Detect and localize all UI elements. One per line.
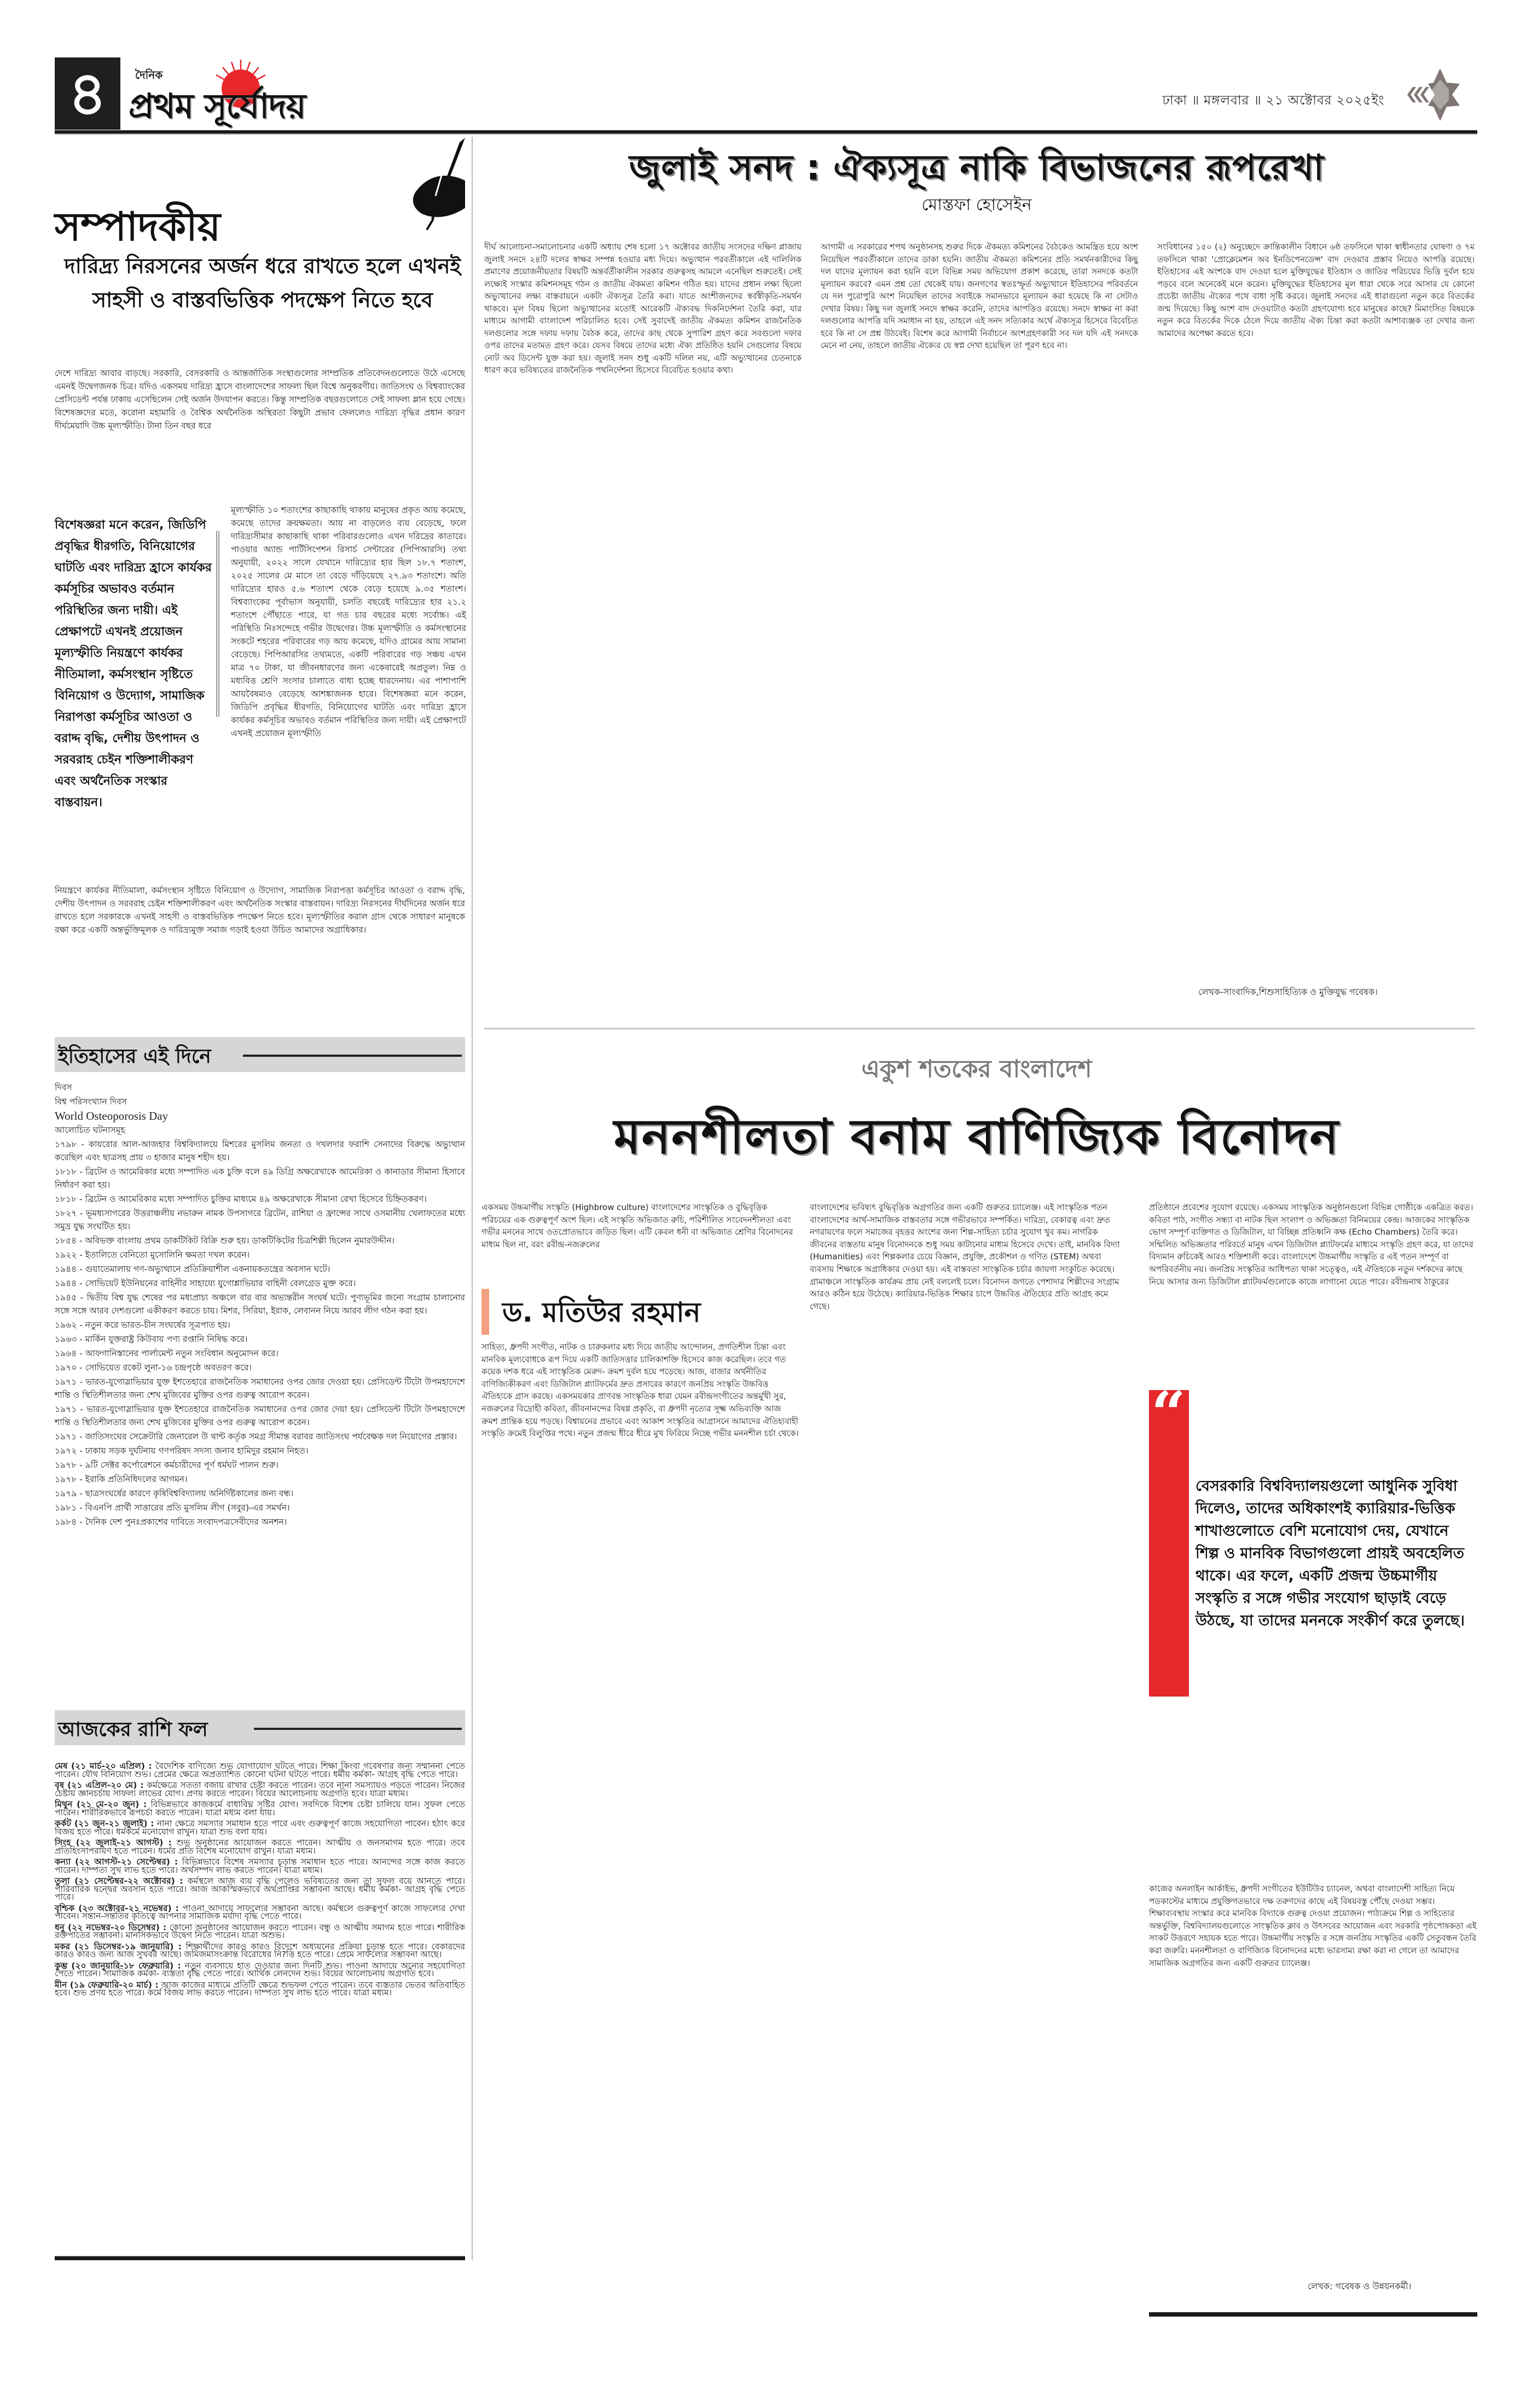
history-event: ১৯৪৪ - সোভিয়েট ইউনিয়নের বাহিনীর সাহায্যে যুগোশ্লাভিয়ার বাহিনী বেলগ্রেড মুক্ত করে।	[55, 1278, 356, 1288]
masthead-rule	[55, 130, 1477, 135]
zodiac-sign-text: কর্মস্থলে আজ ব্যয় বৃদ্ধি পেলেও ভবিষ্যতের জন্য তা সুফল বয়ে আনতে পারে। পারিবারিক দ্বন্দ্বের অবসান হতে পারে। আজ আকস্মিকভাবে অর্থপ্রাপ্তির সম্ভাবনা আছে। ধর্মীয় কর্মকা- আগ্রহ বৃদ্ধি পেতে পারে।	[55, 1876, 465, 1902]
horoscope-section-header	[55, 1710, 465, 1745]
article2-column: কাজের অনলাইন আর্কাইভ, ধ্রুপদী সংগীতের ইউটিউব চ্যানেল, অথবা বাংলাদেশী সাহিত্য নিয়ে পডকাস্টের মাধ্যমে প্রযুক্তিগতভাবে দক্ষ তরুণদের কাছে এই বিষয়বস্তু পৌঁছে দেওয়া সম্ভব। শিক্ষাব্যবস্থায় সংস্কার করে মানবিক বিদ্যাকে গুরুত্ব দেওয়া প্রয়োজন। পাঠ্যক্রমে শিল্প ও সাহিত্যের অন্তর্ভুক্তি, বিশ্ববিদ্যালয়গুলোতে সাংস্কৃতিক ক্লাব ও উৎসবের আয়োজন এবং সরকারি পৃষ্ঠপোষকতা এই সংকট উত্তরণে সহায়ক হতে পারে। উচ্চমার্গীয় সংস্কৃতি র সঙ্গে জনপ্রিয় সংস্কৃতির একটি সেতুবন্ধন তৈরি করা জরুরি। মননশীলতা ও বাণিজ্যিক বিনোদনের মধ্যে ভারসাম্য রক্ষা করা না গেলে তা আমাদের সামাজিক অগ্রগতির জন্য একটি গুরুতর চ্যালেঞ্জ।	[1149, 1884, 1477, 1968]
history-event: ১৮১৮ - ব্রিটেন ও আমেরিকার মধ্যে সম্পাদিত এক চুক্তি বলে ৪৯ ডিগ্রি অক্ষরেখাকে আমেরিকা ও কানাডার সীমানা হিসাবে নির্ধারণ করা হয়।	[55, 1167, 465, 1190]
left-column-end-rule	[55, 2256, 465, 2260]
zodiac-sign-name: কুম্ভ (২০ জানুয়ারি-১৮ ফেব্রুয়ারি) :	[55, 1960, 181, 1971]
history-event: ১৯৭১ - ভারত-যুগোস্লাভিয়ার যুক্ত ইশতেহারে রাজনৈতিক সমাধানের ওপর জোর দেওয়া হয়। প্রেসিডেন্ট টিটো উপমহাদেশে শান্তি ও স্থিতিশীলতার জন্য শেখ মুজিবের মুক্তির ওপর গুরুত্ব আরোপ করেন।	[55, 1377, 465, 1400]
article2-intro: একসময় উচ্চমার্গীয় সংস্কৃতি (Highbrow culture) বাংলাদেশের সাংস্কৃতিক ও বুদ্ধিবৃত্তিক পরিচয়ের এক গুরুত্বপূর্ণ অংশ ছিল। এই সংস্কৃতি অভিজাত রুচি, পরিশীলিত সংবেদনশীলতা এবং গভীর মননের সাথে ওতপ্রোতভাবে জড়িত ছিল। এটি কেবল ধনী বা অভিজাত শ্রেণির বিনোদনের মাধ্যম ছিল না, বরং রবীন্দ্র-নজরুলের	[481, 1202, 793, 1249]
editorial-paragraph: নিয়ন্ত্রণে কার্যকর নীতিমালা, কর্মসংস্থান সৃষ্টিতে বিনিয়োগ ও উদ্যোগ, সামাজিক নিরাপত্তা কর্মসূচির আওতা ও বরাদ্দ বৃদ্ধি, দেশীয় উৎপাদন ও সরবরাহ চেইন শক্তিশালীকরণ এবং অর্থনৈতিক সংস্কার বাস্তবায়ন। দারিদ্র্য নিরসনের দীর্ঘদিনের অর্জন ধরে রাখতে হলে সরকারকে এখনই সাহসী ও বাস্তবভিত্তিক পদক্ষেপ নিতে হবে। মূল্যস্ফীতির করাল গ্রাস থেকে সাধারণ মানুষকে রক্ষা করে একটি অন্তর্ভুক্তিমূলক ও দারিদ্র্যমুক্ত সমাজ গড়াই হওয়া উচিত আমাদের অগ্রাধিকার।	[55, 885, 465, 935]
history-list	[55, 1081, 465, 1530]
history-event: ১৮১৮ - ব্রিটেন ও আমেরিকার মধ্যে সম্পাদিত চুক্তির মাধ্যমে ৪৯ অক্ষরেখাকে সীমানা রেখা হিসেবে চিহ্নিতকরণ।	[55, 1194, 427, 1204]
article-end-rule	[1149, 2312, 1477, 2317]
zodiac-sign-name: মিথুন (২১ মে-২০ জুন) :	[55, 1799, 147, 1809]
zodiac-sign-name: মকর (২১ ডিসেম্বর-১৯ জানুয়ারি) :	[55, 1941, 182, 1952]
horoscope-entry	[55, 1905, 465, 1920]
history-event: ১৯৭১ - ভারত-যুগোস্লাভিয়ার যুক্ত ইশতেহারে রাজনৈতিক সমাধানের ওপর জোর দেয়া হয়। প্রেসিডেন্ট টিটো উপমহাদেশে শান্তি ও স্থিতিশীলতার জন্য শেখ মুজিবের মুক্তির ওপর গুরুত্ব আরোপ করেন।	[55, 1404, 465, 1427]
quote-mark-icon: “	[1151, 1378, 1186, 1449]
editorial-headline: দারিদ্র্য নিরসনের অর্জন ধরে রাখতে হলে এখনই সাহসী ও বাস্তবভিত্তিক পদক্ষেপ নিতে হবে	[64, 254, 461, 312]
history-event: ১৭৯৮ - কায়রোর আল-আজহার বিশ্ববিদ্যালয়ে মিশরের মুসলিম জনতা ও দখলদার ফরাশি সেনাদের বিরুদ্ধে অভ্যুত্থান করেছিল এবং ছাত্রসহ প্রায় ৩ হাজার মানুষ শহীদ হয়।	[55, 1139, 465, 1162]
history-title: ইতিহাসের এই দিনে	[58, 1045, 211, 1068]
history-event: ১৯৪৪ - গুয়াতেমালায় গণ-অভ্যুত্থানে প্রতিক্রিয়াশীল একনায়কতন্ত্রের অবসান ঘটে।	[55, 1264, 330, 1274]
brand-name: প্রথম সূর্যোদয়	[129, 86, 306, 126]
article-separator	[484, 1028, 1475, 1029]
horoscope-entry	[55, 1943, 465, 1959]
history-event: ১৯৬৪ - আফগানিস্তানের পার্লামেন্ট নতুন সংবিধান অনুমোদন করে।	[55, 1348, 278, 1358]
zodiac-sign-text: পাওনা আদায়ে সাফল্যের সম্ভাবনা আছে। কর্মস্থলে গুরুত্বপূর্ণ কাজে সাফল্যের দেখা পাবেন। সন্তান-সন্ততির কৃতিত্বে আপনার সামাজিক মর্যাদা বৃদ্ধি পেতে পারে।	[55, 1903, 465, 1921]
horoscope-entry	[55, 1877, 465, 1901]
article2-column: বাংলাদেশের ভবিষ্যৎ বুদ্ধিবৃত্তিক অগ্রগতির জন্য একটি গুরুতর চ্যালেঞ্জ। এই সাংস্কৃতিক পতন বাংলাদেশের আর্থ-সামাজিক বাস্তবতার সঙ্গে গভীরভাবে সম্পর্কিত। দারিদ্র্য, বেকারত্ব এবং দ্রুত নগরায়ণের ফলে সমাজের বৃহত্তর অংশের জন্য শিল্প-সাহিত্য চর্চার সুযোগ খুব কম। নাগরিক জীবনের ব্যস্ততায় মানুষ বিনোদনকে শুধু সময় কাটানোর মাধ্যম হিসেবে দেখে। তাই, মানবিক বিদ্যা (Humanities) এবং শিল্পকলার চেয়ে বিজ্ঞান, প্রযুক্তি, প্রকৌশল ও গণিত (STEM) অথবা ব্যবসায় শিক্ষাকে অগ্রাধিকার দেওয়া হয়। এই বাস্তবতা সাংস্কৃতিক চর্চার জায়গা সংকুচিত করেছে। গ্রামাঞ্চলে সাংস্কৃতিক কার্যক্রম প্রায় নেই বললেই চলে। বিনোদন জগতে পেশাদার শিল্পীদের সংগ্রাম আরও কঠিন হয়ে উঠেছে। ক্যারিয়ার-ভিত্তিক শিক্ষার চাপে উচ্চবিত্ত ঐতিহ্যের প্রতি আগ্রহ কমে গেছে।	[810, 1202, 1120, 1311]
article1-author-note: লেখক-সাংবাদিক,শিশুসাহিত্যিক ও মুক্তিযুদ্ধ গবেষক।	[1198, 987, 1378, 997]
article1-column: সংবিধানের ১৫০ (২) অনুচ্ছেদে ক্রান্তিকালীন বিধানে ৬ষ্ঠ তফসিলে থাকা স্বাধীনতার ঘোষণা ও ৭ম তফসিলে থাকা 'প্রোক্লেমেশন অব ইনডিপেনডেন্স' বাদ দেওয়ার প্রস্তাব নিয়েও আপত্তি রয়েছে। ইতিহাসের এই অংশকে বাদ দেওয়া হলে মুক্তিযুদ্ধের ইতিহাস ও জাতির পরিচয়ের ভিত্তি দুর্বল হয়ে পড়বে বলে অনেকেই মনে করেন। মুক্তিযুদ্ধের ইতিহাসের মূল ধারা থেকে সরে আসার যে কোনো প্রচেষ্টা জাতীয় ঐক্যের পথে বাধা সৃষ্টি করবে। জুলাই সনদের এই ধারাগুলো নতুন করে বিতর্কের জন্ম দিয়েছে। কিছু অংশ বাদ দেওয়াটাও কতটা গ্রহণযোগ্য হবে মানুষের কাছে? মিমাংসিত বিষয়কে নতুন করে বিতর্কের দিকে ঠেলে দিয়ে জাতীয় ঐক্য চিন্তা করা কতটা আশাব্যঞ্জক তা দেখার জন্য আমাদের অপেক্ষা করতে হবে।	[1157, 242, 1475, 338]
article2-kicker: একুশ শতকের বাংলাদেশ	[861, 1055, 1092, 1083]
zodiac-sign-text: নানা ক্ষেত্রে সমস্যার সমাধান হতে পারে এবং গুরুত্বপূর্ণ কাজে সহযোগিতা পাবেন। হঠাৎ করে বিজয় হতে পারে। ধর্মকর্মে মনোযোগ রাখুন। যাত্রা শুভ বলা যায়।	[55, 1819, 465, 1837]
editorial-paragraph: দেশে দারিদ্র্য আবার বাড়ছে। সরকারি, বেসরকারি ও আন্তর্জাতিক সংস্থাগুলোর সাম্প্রতিক প্রতিবেদনগুলোতে উঠে এসেছে এমনই উদ্বেগজনক চিত্র। যদিও একসময় দারিদ্র্য হ্রাসে বাংলাদেশের সাফল্য ছিল বিশ্বে অনুকরণীয়। জাতিসংঘ ও বিশ্বব্যাংকের প্রেসিডেন্ট পর্যন্ত ঢাকায় এসেছিলেন সেই অর্জন উদযাপন করতে। কিন্তু সাম্প্রতিক বছরগুলোতে সেই সাফল্য ম্লান হয়ে গেছে। বিশেষজ্ঞদের মতে, করোনা মহামারি ও বৈশ্বিক অর্থনৈতিক অস্থিরতা কিছুটা প্রভাব ফেললেও দারিদ্র্য বৃদ্ধির প্রধান কারণ দীর্ঘমেয়াদি উচ্চ মূল্যস্ফীতি। টানা তিন বছর ধরে	[55, 368, 465, 431]
article1-title[interactable]: জুলাই সনদ : ঐক্যসূত্র নাকি বিভাজনের রূপরেখা	[629, 148, 1325, 188]
article2-pullquote-box	[1149, 1378, 1477, 1718]
article2-pullquote: বেসরকারি বিশ্ববিদ্যালয়গুলো আধুনিক সুবিধা দিলেও, তাদের অধিকাংশই ক্যারিয়ার-ভিত্তিক শাখাগুলোতে বেশি মনোযোগ দেয়, যেখানে শিল্প ও মানবিক বিভাগগুলো প্রায়ই অবহেলিত থাকে। এর ফলে, একটি প্রজন্ম উচ্চমার্গীয় সংস্কৃতি র সঙ্গে গভীর সংযোগ ছাড়াই বেড়ে উঠছে, যা তাদের মননকে সংকীর্ণ করে তুলছে।	[1196, 1478, 1465, 1629]
zodiac-sign-text: বিভিন্নভাবে বিশেষ সমস্যার চূড়ান্ত সমাধান হতে পারে। আনন্দের সঙ্গে কাজ করতে পারেন। দাম্পত্য সুখ লাভ হতে পারে। অর্থসম্পদ লাভ করতে পারেন। যাত্রা মধ্যম।	[55, 1857, 465, 1875]
history-event: ১৯৭২ - ঢাকায় সড়ক দুর্ঘটনায় গণপরিষদ সদস্য জনাব হামিদুর রহমান নিহত।	[55, 1446, 309, 1456]
article1-column: আগামী এ সরকারের শপথ অনুষ্ঠানসহ শুরুর দিকে ঐকমত্য কমিশনের বৈঠকেও আমন্ত্রিত হয়ে অংশ নিয়েছিল পরবর্তীকালে তাদের ডাকা হয়নি। জাতীয় ঐকমত্য কমিশনের প্রতি সমর্থনকারীদের কিছু দল যাদের মূল্যায়ন করা হয়নি বলে বিভিন্ন সময় অভিযোগ প্রকাশ করেছে, তারা সনদকে কতটা মূল্যায়ন করবে? এমন প্রশ্ন তো থেকেই যায়। জনগণের স্বতঃস্ফূর্ত অভ্যুত্থানে ইতিহাসের পরিবর্তনে যে দল পুরোপুরি অংশ নিয়েছিল তাদের সবাইকে সমানভাবে মূল্যায়ন করা হয়েছে কি না সেটাও দেখার বিষয়। কিছু দল জুলাই সনদে স্বাক্ষর করেনি, তাদের আপত্তিও রয়েছে। সনদে স্বাক্ষর না করা দলগুলোর আপত্তি যদি সমাধান না হয়, তাহলে এই সনদ সত্যিকার অর্থে ঐক্যসূত্র হিসেবে বিবেচিত হবে কি না সে প্রশ্ন উঠবেই। বিশেষ করে আগামী নির্বাচনে অংশগ্রহণকারী সব দল যদি এই সনদকে মেনে না নেয়, তাহলে জাতীয় ঐক্যের যে স্বপ্ন দেখা হয়েছিল তা পূরণ হবে না।	[821, 242, 1138, 350]
masthead	[55, 57, 1477, 131]
horoscope-entry	[55, 1924, 465, 1940]
horoscope-entry	[55, 1762, 465, 1778]
article2-author-note: লেখক: গবেষক ও উন্নয়নকর্মী।	[1308, 2281, 1412, 2291]
history-event: ১৯৬২ - নতুন করে ভারত-চীন সংঘর্ষের সূত্রপাত হয়।	[55, 1320, 230, 1330]
article2-title[interactable]: মননশীলতা বনাম বাণিজ্যিক বিনোদন	[613, 1108, 1340, 1165]
day-item: বিশ্ব পরিসংখ্যান দিবস	[55, 1097, 127, 1107]
zodiac-sign-name: মীন (১৯ ফেব্রুয়ারি-২০ মার্চ) :	[55, 1979, 159, 1990]
editorial-pullquote: বিশেষজ্ঞরা মনে করেন, জিডিপি প্রবৃদ্ধির ধীরগতি, বিনিয়োগের ঘাটতি এবং দারিদ্র্য হ্রাসে কার্যকর কর্মসূচির অভাবও বর্তমান পরিস্থিতির জন্য দায়ী। এই প্রেক্ষাপটে এখনই প্রয়োজন মূল্যস্ফীতি নিয়ন্ত্রণে কার্যকর নীতিমালা, কর্মসংস্থান সৃষ্টিতে বিনিয়োগ ও উদ্যোগ, সামাজিক নিরাপত্তা কর্মসূচির আওতা ও বরাদ্দ বৃদ্ধি, দেশীয় উৎপাদন ও সরবরাহ চেইন শক্তিশালীকরণ এবং অর্থনৈতিক সংস্কার বাস্তবায়ন।	[55, 518, 212, 809]
zodiac-sign-name: ধনু (২২ নভেম্বর-২০ ডিসেম্বর) :	[55, 1922, 167, 1932]
zodiac-sign-text: কর্মক্ষেত্রে সততা বজায় রাখার চেষ্টা করতে পারেন। তবে নানা সমস্যায়ও পড়তে পারেন। নিজের চেষ্টায় জ্ঞানচর্চায় সাফল্য লাভের যোগ। প্রণয় করতে পারেন। বিয়ের আলোচনায় অগ্রগতি হবে। যাত্রা মধ্যম।	[55, 1780, 465, 1798]
horoscope-entry	[55, 1962, 465, 1978]
brand-prefix: দৈনিক	[135, 68, 163, 82]
history-event: ১৯৭৮ - ৯টি সেক্টর কর্পোরেশনে কর্মচারীদের পূর্ণ ধর্মঘট পালন শুরু।	[55, 1460, 278, 1470]
zodiac-sign-name: সিংহ (২২ জুলাই-২১ আগস্ট) :	[55, 1838, 172, 1848]
days-label: দিবস	[55, 1083, 72, 1092]
history-event: ১৯৬৩ - মার্কিন যুক্তরাষ্ট্র কিউবায় পণ্য রপ্তানি নিষিদ্ধ করে।	[55, 1334, 248, 1344]
horoscope-entry	[55, 1981, 465, 1997]
header-dash	[243, 1055, 462, 1057]
article1-body	[484, 241, 1475, 952]
editorial-section-title: সম্পাদকীয়	[55, 203, 221, 250]
page-number: ৪	[55, 57, 120, 130]
zodiac-sign-name: কন্যা (২২ আগস্ট-২১ সেপ্টেম্বর) :	[55, 1857, 178, 1867]
day-item: World Osteoporosis Day	[55, 1109, 169, 1122]
horoscope-entry	[55, 1839, 465, 1855]
zodiac-sign-text: বৈদেশিক বাণিজ্যে শুভ যোগাযোগ ঘটতে পারে। শিক্ষা কিংবা গবেষণার জন্য সম্মাননা পেতে পারেন। যৌথ বিনিয়োগ শুভ। প্রেমের ক্ষেত্রে অপ্রত্যাশিত কোনো ঘটনা ঘটতে পারে। ধর্মীয় কর্মকা- আগ্রহ বৃদ্ধি পেতে পারে।	[55, 1761, 465, 1779]
article2-column: সাহিত্য, ধ্রুপদী সংগীত, নাটক ও চারুকলার মধ্য দিয়ে জাতীয় আন্দোলন, প্রগতিশীল চিন্তা এবং মানবিক মূল্যবোধকে রূপ দিয়ে একটি জাতিসত্তার চালিকাশক্তি হিসেবে কাজ করেছিল। তবে গত কয়েক দশক ধরে এই সাংস্কৃতিক মেরুদ- ক্রমশ দুর্বল হয়ে পড়েছে। আজ, বাজার অর্থনীতির বাণিজ্যিকীকরণ এবং ডিজিটাল প্ল্যাটফর্মের দ্রুত প্রসারের কারণে জনপ্রিয় সংস্কৃতি উচ্চবিত্ত ঐতিহ্যকে গ্রাস করছে। একসময়কার প্রাণবন্ত সাংস্কৃতিক ধারা যেমন রবীন্দ্রসংগীতের অন্তর্মুখী সুর, নজরুলের বিদ্রোহী কবিতা, জীবনানন্দের বিষণ্ণ প্রকৃতি, বা ধ্রুপদী নৃত্যের সূক্ষ্ম অভিব্যক্তি আজ ক্রমশ প্রান্তিক হয়ে পড়ছে। বিশ্বায়নের প্রভাবে এবং আকাশ সংস্কৃতির আগ্রাসনে আমাদের ঐতিহ্যবাহী সংস্কৃতি ক্রমেই বিলুপ্তির পথে। নতুন প্রজন্ম ধীরে ধীরে মুখ ফিরিয়ে নিচ্ছে গভীর মননশীল চর্চা থেকে।	[481, 1342, 799, 1439]
history-event: ১৯৭৮ - ইরাকি প্রতিনিধিদলের আগমন।	[55, 1474, 188, 1484]
editorial-paragraph: মূল্যস্ফীতি ১০ শতাংশের কাছাকাছি থাকায় মানুষের প্রকৃত আয় কমেছে, কমেছে তাদের ক্রয়ক্ষমতা। আয় না বাড়লেও ব্যয় বেড়েছে, ফলে দারিদ্র্যসীমার কাছাকাছি থাকা পরিবারগুলোও এখন দরিদ্রের কাতারে। পাওয়ার অ্যান্ড পার্টিসিপেশন রিসার্চ সেন্টারের (পিপিআরসি) তথ্য অনুযায়ী, ২০২২ সালে যেখানে দারিদ্র্যের হার ছিল ১৮.৭ শতাংশ, ২০২৫ সালের মে মাসে তা বেড়ে দাঁড়িয়েছে ২৭.৯৩ শতাংশে। অতি দারিদ্র্যের হারও ৫.৬ শতাংশ থেকে বেড়ে হয়েছে ৯.৩৫ শতাংশ। বিশ্বব্যাংকের পূর্বাভাস অনুযায়ী, চলতি বছরেই দারিদ্র্যের হার ২১.২ শতাংশে পৌঁছাতে পারে, যা গত চার বছরের মধ্যে সর্বোচ্চ। এই পরিস্থিতি নিঃসন্দেহে গভীর উদ্বেগের। উচ্চ মূল্যস্ফীতি ও কর্মসংস্থানের সংকটে শহরের পরিবারের গড় আয় কমেছে, যদিও গ্রামের আয় সামান্য বেড়েছে। পিপিআরসির তথ্যমতে, একটি পরিবারের গড় সঞ্চয় এখন মাত্র ৭০ টাকা, যা জীবনধারণের জন্য একেবারেই অপ্রতুল। নিম্ন ও মধ্যবিত্ত শ্রেণি সংসার চালাতে বাধ্য হচ্ছে ধারদেনায়। এর পাশাপাশি আয়বৈষম্যও বেড়েছে আশঙ্কাজনক হারে। বিশেষজ্ঞরা মনে করেন, জিডিপি প্রবৃদ্ধির ধীরগতি, বিনিয়োগের ঘাটতি এবং দারিদ্র্য হ্রাসে কার্যকর কর্মসূচির অভাবও বর্তমান পরিস্থিতির জন্য দায়ী। এই প্রেক্ষাপটে এখনই প্রয়োজন মূল্যস্ফীতি	[231, 505, 466, 738]
history-event: ১৯৭০ - সোভিয়েত রকেট লুনা-১৬ চন্দ্রপৃষ্ঠে অবতরণ করে।	[55, 1363, 252, 1373]
history-event: ১৯২২ - ইতালিতে বেনিতো মুসোলিনি ক্ষমতা দখল করেন।	[55, 1250, 250, 1260]
double-rule-divider	[216, 531, 219, 717]
history-event: ১৯৭১ - জাতিসংঘের সেক্রেটারি জেনারেল উ থান্ট কর্তৃক সমগ্র সীমান্ত বরাবর জাতিসংঘ পর্যবেক্ষক দল নিয়োগের প্রস্তাব।	[55, 1432, 457, 1442]
dateline: ঢাকা ॥ মঙ্গলবার ॥ ২১ অক্টোবর ২০২৫ইং	[1162, 92, 1384, 108]
article2-author: ড. মতিউর রহমান	[502, 1296, 701, 1328]
history-section-header	[55, 1037, 465, 1072]
horoscope-list	[55, 1762, 465, 2000]
zodiac-sign-text: নতুন ব্যবসায়ে হাত দেওয়ার জন্য দিনটি শুভ। পাওনা আদায়ে অন্যের সহযোগিতা পেতে পারেন। সামাজিক কর্মকা- ব্যস্ততা বৃদ্ধি পেতে পারে। আর্থিক লেনদেন শুভ। বিয়ের আলোচনায় অগ্রগতি হবে।	[55, 1960, 465, 1978]
byline-accent-bar	[481, 1289, 489, 1335]
editorial-header	[55, 137, 471, 250]
zodiac-sign-name: বৃষ (২১ এপ্রিল-২০ মে) :	[55, 1780, 144, 1790]
history-event: ১৯৭৯ - ছাত্রসংঘর্ষের কারণে কৃষিবিশ্ববিদ্যালয় অনির্দিষ্টকালের জন্য বন্ধ।	[55, 1489, 294, 1498]
newspaper-logo[interactable]	[129, 62, 391, 130]
history-event: ১৯৮৪ - দৈনিক দেশ পুনঃপ্রকাশের দাবিতে সংবাদপত্রসেবীদের অনশন।	[55, 1517, 287, 1527]
editorial-split-section	[55, 503, 471, 809]
zodiac-sign-text: বিভিন্নভাবে কাজকর্মে বাধাবিঘ্ন সৃষ্টির যোগ। সবদিকে বিশেষ চেষ্টা চালিয়ে যান। সুফল পেতে পারেন। শারীরিকভাবে রূপচর্চা করতে পারেন। যাত্রা মধ্যম বলা যায়।	[55, 1799, 465, 1817]
emblem-icon	[1406, 67, 1461, 122]
article1-column: দীর্ঘ আলোচনা-সমালোচনার একটি অধ্যায় শেষ হলো ১৭ অক্টোবর জাতীয় সংসদের দক্ষিণ প্লাজায় জুলাই সনদে ২৪টি দলের স্বাক্ষর সম্পন্ন হওয়ার মধ্য দিয়ে। অভ্যুত্থান পরবর্তীকালে এই দালিলিক প্রমাণের প্রয়োজনীয়তার বিষয়টি অন্তর্বর্তীকালীন সরকার গুরুত্বসহ আমলে এনেছিল শুরুতেই। সেই লক্ষ্যেই সংস্কার কমিশনসমূহ গঠন ও জাতীয় ঐকমত্য কমিশন গঠিত হয়। যাদের প্রধান লক্ষ্য ছিলো অভ্যুত্থানের লক্ষ্য বাস্তবায়নে একটা ঐক্যসূত্র তৈরি করা। যাতে অংশীজনদের স্বর্বস্বীকৃতি-সমর্থন থাকবে। মূল বিষয় ছিলো অভ্যুত্থানের মতোই আরেকটি ঐক্যবদ্ধ দিকনির্দেশনা তৈরি করা, যার মাধ্যমে আগামী বাংলাদেশ পরিচালিত হবে। সেই সুবাদেই জাতীয় ঐকমত্য কমিশন রাজনৈতিক দলগুলোর সঙ্গে দফায় দফায় বৈঠক করে, তাদের কাছ থেকে সুপারিশ গ্রহণ করে সবগুলো দফার ওপর তাদের মতামত গ্রহণ করে। যেসব বিষয়ে তাদের মধ্যে ঐক্য প্রতিষ্ঠিত হয়নি সেগুলোর বিষয়ে নোট অব ডিসেন্ট যুক্ত করা হয়। জুলাই সনদ শুধু একটি দলিল নয়, এটি অভ্যুত্থানের চেতনাকে ধারণ করে ভবিষ্যতের রাজনৈতিক পথনির্দেশনা হিসেবে বিবেচিত হওয়ার কথা।	[484, 242, 802, 375]
history-event: ১৮২৭ - ভূমধ্যসাগরের উত্তরাঞ্চলীয় নভারুন নামক উপসাগরে ব্রিটেন, রাশিয়া ও ফ্রান্সের সাথে ওসমানীয় খেলাফতের মধ্যে সমুদ্র যুদ্ধ সংঘটিত হয়।	[55, 1208, 465, 1231]
horoscope-entry	[55, 1820, 465, 1836]
column-divider	[472, 137, 473, 2260]
horoscope-title: আজকের রাশি ফল	[58, 1718, 208, 1741]
zodiac-sign-name: বৃশ্চিক (২৩ অক্টোবর-২১ নভেম্বর) :	[55, 1903, 179, 1913]
history-event: ১৯৮১ - বিএনপি প্রার্থী সাত্তারের প্রতি মুসলিম লীগ (সবুর)-এর সমর্থন।	[55, 1503, 290, 1513]
zodiac-sign-text: আজ কাজের মাধ্যমে প্রতিটি ক্ষেত্রে শুভফল পেতে পারেন। তবে ব্যস্ততার ভেতর অতিবাহিত হবে। শুভ প্রণয় হতে পারে। কর্মে বিজয় লাভ করতে পারেন। দাম্পত্য সুখ লাভ হতে পারে। যাত্রা মধ্যম।	[55, 1979, 466, 1998]
zodiac-sign-text: শুভ অনুষ্ঠানের আয়োজন করতে পারেন। আত্মীয় ও জনসমাগম হতে পারে। তবে প্রতিহিংসাপরায়ণ হতে পারেন। ধর্মের প্রতি বিশেষ মনোযোগ রাখুন। যাত্রা মধ্যম।	[55, 1838, 465, 1856]
horoscope-entry	[55, 1858, 465, 1874]
horoscope-entry	[55, 1781, 465, 1797]
zodiac-sign-name: তুলা (২১ সেপ্টেম্বর-২২ অক্টোবর) :	[55, 1876, 183, 1886]
zodiac-sign-name: মেষ (২১ মার্চ-২০ এপ্রিল) :	[55, 1761, 152, 1771]
horoscope-entry	[55, 1801, 465, 1816]
events-label: আলোচিত ঘটনাসমূহ	[55, 1125, 125, 1135]
history-event: ১৯৪৫ - দ্বিতীয় বিশ্ব যুদ্ধ শেষের পর মধ্যপ্রাচ্য অঞ্চলে বার বার অভ্যন্তরীন সংঘর্ষ ঘটে। পুণ্যভূমির জন্যে সংগ্রাম চালানোর সঙ্গে সঙ্গে আরব দেশগুলো একীকরণ করতে চায়। মিশর, সিরিয়া, ইরাক, লেবানন নিয়ে আরব লীগ গঠন করা হয়।	[55, 1293, 465, 1316]
history-event: ১৮৫৪ - অবিভক্ত বাংলায় প্রথম ডাকটিকিট বিক্রি শুরু হয়। ডাকটিকিটের চিত্রশিল্পী ছিলেন নুমারউদ্দীন।	[55, 1236, 394, 1246]
zodiac-sign-text: শিক্ষার্থীদের কারও কারও বিদেশে অধ্যয়নের প্রক্রিয়া চূড়ান্ত হতে পারে। বেকারদের কারও কারও জন্য আজ সুখবর আছে। জমিজমাসংক্রান্ত বিরোধের নি?ত্তি হতে পারে। প্রেমে সাফল্যের সম্ভাবনা আছে।	[55, 1941, 465, 1959]
header-dash	[254, 1728, 462, 1730]
zodiac-sign-name: কর্কট (২১ জুন-২১ জুলাই) :	[55, 1819, 154, 1828]
zodiac-sign-text: কোনো অনুষ্ঠানের আয়োজন করতে পারেন। বন্ধু ও আত্মীয় সমাগম হতে পারে। শারীরিক রক্তপাতের সম্ভাবনা। মানসিকভাবে উদ্বেগ নিতে পারেন। যাত্রা অশুভ।	[55, 1922, 465, 1940]
article2-column: প্রতিষ্ঠানে প্রবেশের সুযোগ রয়েছে। একসময় সাংস্কৃতিক অনুষ্ঠানগুলো বিভিন্ন গোষ্ঠীকে একত্রিত করত। কবিতা পাঠ, সংগীত সন্ধ্যা বা নাটক ছিল সংলাপ ও অভিজ্ঞতা বিনিময়ের কেন্দ্র। আজকের সাংস্কৃতিক ভোগ সম্পূর্ণ ব্যক্তিগত ও ডিজিটাল, যা বিচ্ছিন্ন প্রতিধ্বনি কক্ষ (Echo Chambers) তৈরি করে। সম্মিলিত অভিজ্ঞতার পরিবর্তে মানুষ এখন ডিজিটাল প্ল্যাটফর্মের মাধ্যমে সংস্কৃতি গ্রহণ করে, যা তাদের বিদ্যমান রুচিকেই আরও শক্তিশালী করে। বাংলাদেশে উচ্চমার্গীয় সংস্কৃতি র এই পতন সম্পূর্ণ বা অপরিবর্তনীয় নয়। জনপ্রিয় সংস্কৃতির আধিপত্য থাকা সত্ত্বেও, এই ঐতিহ্যকে নতুন দর্শকদের কাছে নিয়ে আসার জন্য ডিজিটাল প্ল্যাটফর্মগুলোকে কাজে লাগানো যেতে পারে। রবীন্দ্রনাথ ঠাকুরের	[1149, 1202, 1473, 1287]
hand-with-pen-icon	[383, 137, 471, 241]
article1-byline: মোস্তফা হোসেইন	[921, 195, 1032, 215]
